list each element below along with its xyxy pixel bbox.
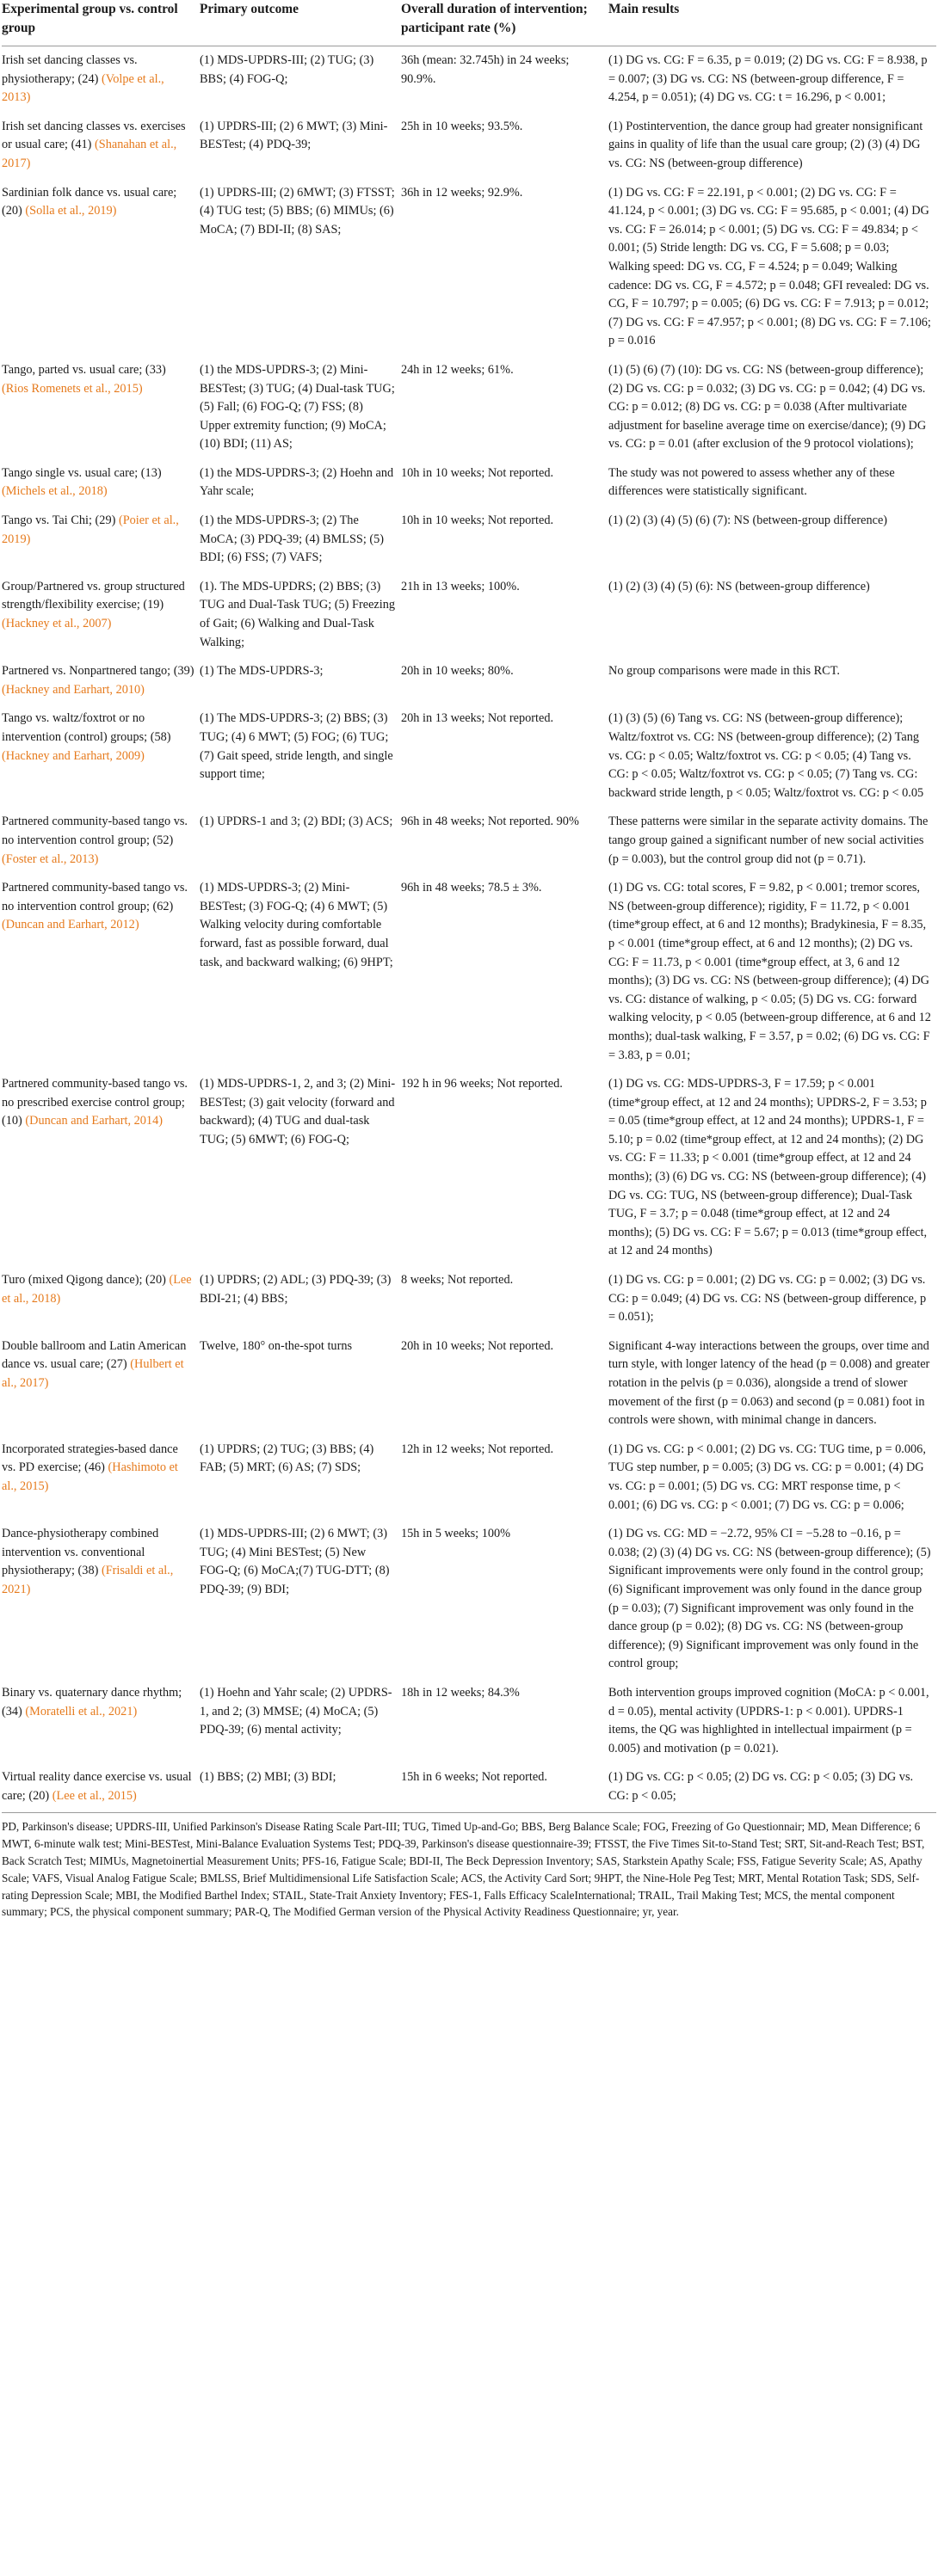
cell-group [2,46,200,113]
cell-results: The study was not powered to assess whether any of these differences were statistically significant. [608,465,895,499]
cell-group [2,113,200,179]
table-row [2,113,936,179]
group-text: Turo (mixed Qigong dance); (20) [2,1273,170,1288]
table-row [2,808,936,874]
cell-outcome: (1) UPDRS; (2) TUG; (3) BBS; (4) FAB; (5) MRT; (6) AS; (7) SDS; [200,1442,374,1475]
table-row [2,657,936,704]
cell-results: (1) DG vs. CG: p < 0.001; (2) DG vs. CG: TUG time, p = 0.006, TUG step number, p = 0.005; (3) DG vs. CG: p = 0.001; (4) DG vs. CG: p = 0.001; (5) DG vs. CG: MRT response time, p < 0.001; (6) DG vs. CG: p < 0.001; (7) DG vs. CG: p = 0.006; [608,1442,926,1512]
citation-link[interactable]: (Moratelli et al., 2021) [25,1704,138,1718]
cell-outcome: (1) MDS-UPDRS-III; (2) 6 MWT; (3) TUG; (4) Mini BESTest; (5) New FOG-Q; (6) MoCA;(7) TUG-DTT; (8) PDQ-39; (9) BDI; [200,1527,390,1596]
table-row [2,1763,936,1811]
cell-results: (1) DG vs. CG: p = 0.001; (2) DG vs. CG: p = 0.002; (3) DG vs. CG: p = 0.049; (4) DG vs. CG: NS (between-group difference, p = 0.051); [608,1273,927,1325]
cell-duration: 10h in 10 weeks; Not reported. [401,465,554,480]
cell-results: (1) DG vs. CG: MD = −2.72, 95% CI = −5.28 to −0.16, p = 0.038; (2) (3) (4) DG vs. CG: NS (between-group difference); (5) Significant improvements were only found in the control group; (6) Significant improvement was only found in the dance group (p = 0.03); (7) Significant improvement was only found in the dance group (p = 0.02); (8) DG vs. CG: NS (between-group difference); (9) Significant improvement was only found in the control group; [608,1527,931,1671]
header-group: Experimental group vs. control group [2,0,200,46]
cell-outcome: (1) MDS-UPDRS-III; (2) TUG; (3) BBS; (4) FOG-Q; [200,53,374,86]
cell-duration: 24h in 12 weeks; 61%. [401,362,514,377]
header-duration: Overall duration of intervention; participant rate (%) [401,0,608,46]
table-row [2,459,936,507]
cell-outcome: (1) UPDRS-III; (2) 6 MWT; (3) Mini-BESTest; (4) PDQ-39; [200,119,388,152]
cell-outcome: (1) The MDS-UPDRS-3; [200,664,324,679]
cell-group [2,573,200,657]
citation-link[interactable]: (Poier et al., 2019) [2,513,179,546]
group-text: Virtual reality dance exercise vs. usual care; (20) [2,1770,192,1803]
cell-duration: 20h in 10 weeks; Not reported. [401,1338,554,1353]
header-row [2,0,936,46]
group-text: Partnered community-based tango vs. no intervention control group; (62) [2,881,188,913]
citation-link[interactable]: (Rios Romenets et al., 2015) [2,381,143,396]
citation-link[interactable]: (Shanahan et al., 2017) [2,138,177,170]
cell-results: (1) (2) (3) (4) (5) (6): NS (between-group difference) [608,579,870,593]
cell-results: (1) DG vs. CG: F = 6.35, p = 0.019; (2) DG vs. CG: F = 8.938, p = 0.007; (3) DG vs. CG: NS (between-group difference, F = 4.254, p = 0.051); (4) DG vs. CG: t = 16.296, p < 0.001; [608,53,928,105]
table-row [2,1520,936,1679]
group-text: Binary vs. quaternary dance rhythm; (34) [2,1685,182,1718]
group-text: Double ballroom and Latin American dance vs. usual care; (27) [2,1338,187,1372]
cell-outcome: (1) UPDRS; (2) ADL; (3) PDQ-39; (3) BDI-21; (4) BBS; [200,1273,392,1306]
cell-outcome: (1) UPDRS-III; (2) 6MWT; (3) FTSST; (4) TUG test; (5) BBS; (6) MIMUs; (6) MoCA; (7) BDI-II; (8) SAS; [200,185,395,237]
cell-group [2,657,200,704]
cell-group [2,1266,200,1332]
cell-outcome: (1) the MDS-UPDRS-3; (2) The MoCA; (3) PDQ-39; (4) BMLSS; (5) BDI; (6) FSS; (7) VAFS; [200,513,385,565]
cell-results: (1) (3) (5) (6) Tang vs. CG: NS (between-group difference); Waltz/foxtrot vs. CG: NS (between-group difference); (2) Tang vs. CG: p < 0.05; Waltz/foxtrot vs. CG: p < 0.05; (4) Tang vs. CG: p < 0.05; Waltz/foxtrot vs. CG: p < 0.05; (7) Tang vs. CG: backward stride length, p < 0.05; Waltz/foxtrot vs. CG: p < 0.05 [608,711,924,800]
citation-link[interactable]: (Hackney et al., 2007) [2,617,112,631]
table-header [2,0,936,46]
cell-group [2,179,200,356]
cell-group [2,507,200,573]
citation-link[interactable]: (Foster et al., 2013) [2,851,99,866]
cell-group [2,1070,200,1266]
citation-link[interactable]: (Lee et al., 2015) [52,1788,137,1803]
cell-results: (1) DG vs. CG: p < 0.05; (2) DG vs. CG: p < 0.05; (3) DG vs. CG: p < 0.05; [608,1770,914,1803]
cell-duration: 18h in 12 weeks; 84.3% [401,1685,520,1700]
cell-group [2,1520,200,1679]
citation-link[interactable]: (Duncan and Earhart, 2012) [2,918,139,932]
cell-group [2,704,200,808]
citation-link[interactable]: (Volpe et al., 2013) [2,71,164,105]
cell-duration: 8 weeks; Not reported. [401,1273,514,1288]
group-text: Tango, parted vs. usual care; (33) [2,362,166,377]
table-row [2,507,936,573]
group-text: Partnered community-based tango vs. no intervention control group; (52) [2,815,188,847]
group-text: Sardinian folk dance vs. usual care; (20) [2,185,177,218]
cell-group [2,1763,200,1811]
cell-outcome: Twelve, 180° on-the-spot turns [200,1338,353,1353]
table-row [2,874,936,1070]
cell-outcome: (1) the MDS-UPDRS-3; (2) Mini-BESTest; (3) TUG; (4) Dual-task TUG; (5) Fall; (6) FOG-Q; (7) FSS; (8) Upper extremity function; (9) MoCA; (10) BDI; (11) AS; [200,362,395,452]
cell-results: (1) Postintervention, the dance group had greater nonsignificant gains in quality of life than the usual care group; (2) (3) (4) DG vs. CG: NS (between-group difference) [608,119,923,170]
table-body [2,46,936,1811]
cell-results: Significant 4-way interactions between the groups, over time and turn style, with longer latency of the head (p = 0.008) and greater rotation in the pelvis (p = 0.036), alongside a trend of slower movement of the first (p = 0.063) and second (p = 0.081) foot in controls were shown, with minimal change in dancers. [608,1338,930,1428]
cell-outcome: (1) BBS; (2) MBI; (3) BDI; [200,1770,336,1785]
cell-results: (1) DG vs. CG: MDS-UPDRS-3, F = 17.59; p < 0.001 (time*group effect, at 12 and 24 months); UPDRS-2, F = 3.53; p = 0.05 (time*group effect, at 12 and 24 months); UPDRS-1, F = 5.10; p = 0.02 (time*group effect, at 12 and 24 months); (2) DG vs. CG: F = 11.33; p < 0.001 (time*group effect, at 12 and 24 months); (3) (6) DG vs. CG: NS (between-group difference); (4) DG vs. CG: TUG, NS (between-group difference); Dual-Task TUG, F = 3.7; p = 0.048 (time*group effect, at 12 and 24 months); (5) DG vs. CG: F = 5.67; p = 0.013 (time*group effect, at 12 and 24 months) [608,1077,928,1258]
cell-results: (1) (5) (6) (7) (10): DG vs. CG: NS (between-group difference); (2) DG vs. CG: p = 0.032; (3) DG vs. CG: p = 0.042; (4) DG vs. CG: p = 0.012; (8) DG vs. CG: p = 0.038 (After multivariate adjustment for baseline average time on exercise/dance); (9) DG vs. CG: p = 0.01 (after exclusion of the 9 protocol violations); [608,362,927,452]
cell-duration: 12h in 12 weeks; Not reported. [401,1442,554,1456]
cell-results: (1) DG vs. CG: F = 22.191, p < 0.001; (2) DG vs. CG: F = 41.124, p < 0.001; (3) DG vs. CG: F = 95.685, p < 0.001; (4) DG vs. CG: F = 26.014; p < 0.001; (5) DG vs. CG: F = 49.834; p < 0.001; (5) Stride length: DG vs. CG, F = 5.608; p = 0.03; Walking speed: DG vs. CG, F = 4.524; p = 0.049; Walking cadence: DG vs. CG, F = 4.572; p = 0.048; GFI revealed: DG vs. CG, F = 10.797; p = 0.005; (6) DG vs. CG: F = 7.913; p = 0.012; (7) DG vs. CG: F = 47.957; p < 0.001; (8) DG vs. CG: F = 7.106; p = 0.016 [608,185,931,348]
cell-duration: 36h (mean: 32.745h) in 24 weeks; 90.9%. [401,53,570,86]
cell-outcome: (1) Hoehn and Yahr scale; (2) UPDRS-1, and 2; (3) MMSE; (4) MoCA; (5) PDQ-39; (6) mental activity; [200,1685,392,1737]
group-text: Partnered community-based tango vs. no prescribed exercise control group; (10) [2,1077,188,1128]
cell-group [2,356,200,459]
cell-group [2,1332,200,1436]
group-text: Group/Partnered vs. group structured strength/flexibility exercise; (19) [2,579,185,612]
cell-duration: 192 h in 96 weeks; Not reported. [401,1077,563,1091]
cell-duration: 20h in 13 weeks; Not reported. [401,711,554,726]
group-text: Partnered vs. Nonpartnered tango; (39) [2,664,194,679]
citation-link[interactable]: (Hackney and Earhart, 2010) [2,682,145,697]
table-footnote: PD, Parkinson's disease; UPDRS-III, Unified Parkinson's Disease Rating Scale Part-III; TUG, Timed Up-and-Go; BBS, Berg Balance Scale; FOG, Freezing of Go Questionnair; MD, Mean Difference; 6 MWT, 6-minute walk test; Mini-BESTest, Mini-Balance Evaluation Systems Test; PDQ-39, Parkinson's disease questionnaire-39; FTSST, the Five Times Sit-to-Stand Test; SRT, Sit-and-Reach Test; BST, Back Scratch Test; MIMUs, Magnetoinertial Measurement Units; PFS-16, Fatigue Scale; BDI-II, The Beck Depression Inventory; SAS, Starkstein Apathy Scale; FSS, Fatigue Severity Scale; AS, Apathy Scale; VAFS, Visual Analog Fatigue Scale; BMLSS, Brief Multidimensional Life Satisfaction Scale; ACS, the Activity Card Sort; 9HPT, the Nine-Hole Peg Test; MRT, Mental Rotation Task; SDS, Self-rating Depression Scale; MBI, the Modified Barthel Index; STAIL, State-Trait Anxiety Inventory; FES-1, Falls Efficacy ScaleInternational; TRAIL, Trail Making Test; MCS, the mental component summary; PCS, the physical component summary; PAR-Q, The Modified German version of the Physical Activity Readiness Questionnaire; yr, year. [2,1812,936,1921]
cell-results: Both intervention groups improved cognition (MoCA: p < 0.001, d = 0.05), mental activity (UPDRS-1: p < 0.001). UPDRS-1 items, the QG was highlighted in intellectual impairment (p = 0.005) and motivation (p = 0.021). [608,1685,929,1755]
header-outcome: Primary outcome [200,0,401,46]
cell-duration: 21h in 13 weeks; 100%. [401,579,520,593]
cell-group [2,1436,200,1520]
citation-link[interactable]: (Hashimoto et al., 2015) [2,1460,178,1493]
table-row [2,1679,936,1763]
group-text: Incorporated strategies-based dance vs. PD exercise; (46) [2,1442,178,1475]
cell-results: (1) DG vs. CG: total scores, F = 9.82, p < 0.001; tremor scores, NS (between-group difference); rigidity, F = 11.72, p < 0.001 (time*group effect, at 6 and 12 months); Bradykinesia, F = 8.35, p < 0.001 (time*group effect, at 6 and 12 months); (2) DG vs. CG: F = 11.73, p < 0.001 (time*group effect, at 3, 6 and 12 months); (3) DG vs. CG: NS (between-group difference); (4) DG vs. CG: distance of walking, p < 0.05; (5) DG vs. CG: forward walking velocity, p < 0.05 (between-group difference, at 6 and 12 months); dual-task walking, F = 3.57, p = 0.02; (6) DG vs. CG: F = 3.83, p = 0.01; [608,881,931,1062]
table-row [2,356,936,459]
citation-link[interactable]: (Duncan and Earhart, 2014) [25,1114,163,1128]
cell-outcome: (1) MDS-UPDRS-1, 2, and 3; (2) Mini-BESTest; (3) gait velocity (forward and backward); (4) TUG and dual-task TUG; (5) 6MWT; (6) FOG-Q; [200,1077,396,1147]
header-results: Main results [608,0,936,46]
group-text: Tango single vs. usual care; (13) [2,465,162,480]
table-row [2,46,936,113]
table-row [2,1070,936,1266]
group-text: Irish set dancing classes vs. exercises or usual care; (41) [2,119,186,152]
cell-results: (1) (2) (3) (4) (5) (6) (7): NS (between-group difference) [608,513,888,528]
studies-table [2,0,936,1811]
cell-duration: 96h in 48 weeks; Not reported. 90% [401,815,579,829]
group-text: Irish set dancing classes vs. physiotherapy; (24) [2,53,138,86]
table-row [2,1332,936,1436]
cell-outcome: (1) MDS-UPDRS-3; (2) Mini-BESTest; (3) FOG-Q; (4) 6 MWT; (5) Walking velocity during comfortable forward, fast as possible forward, dual task, and backward walking; (6) 9HPT; [200,881,393,969]
cell-group [2,808,200,874]
cell-outcome: (1) the MDS-UPDRS-3; (2) Hoehn and Yahr scale; [200,465,394,499]
table-row [2,704,936,808]
group-text: Dance-physiotherapy combined intervention vs. conventional physiotherapy; (38) [2,1527,159,1578]
citation-link[interactable]: (Michels et al., 2018) [2,484,108,499]
cell-duration: 15h in 6 weeks; Not reported. [401,1770,547,1785]
cell-duration: 36h in 12 weeks; 92.9%. [401,185,523,200]
cell-outcome: (1) The MDS-UPDRS-3; (2) BBS; (3) TUG; (4) 6 MWT; (5) FOG; (6) TUG; (7) Gait speed, stride length, and single support time; [200,711,393,782]
table-row [2,573,936,657]
cell-duration: 25h in 10 weeks; 93.5%. [401,119,523,133]
cell-duration: 96h in 48 weeks; 78.5 ± 3%. [401,881,542,895]
cell-results: These patterns were similar in the separate activity domains. The tango group gained a significant number of new social activities (p = 0.003), but the control group did not (p = 0.71). [608,815,929,866]
group-text: Tango vs. waltz/foxtrot or no intervention (control) groups; (58) [2,711,171,744]
cell-duration: 15h in 5 weeks; 100% [401,1527,511,1541]
citation-link[interactable]: (Frisaldi et al., 2021) [2,1564,174,1596]
citation-link[interactable]: (Solla et al., 2019) [25,204,117,218]
table-row [2,1436,936,1520]
cell-outcome: (1) UPDRS-1 and 3; (2) BDI; (3) ACS; [200,815,393,829]
cell-group [2,1679,200,1763]
table-row [2,179,936,356]
table-row [2,1266,936,1332]
citation-link[interactable]: (Lee et al., 2018) [2,1273,192,1306]
cell-outcome: (1). The MDS-UPDRS; (2) BBS; (3) TUG and Dual-Task TUG; (5) Freezing of Gait; (6) Walking and Dual-Task Walking; [200,579,396,649]
group-text: Tango vs. Tai Chi; (29) [2,513,119,528]
cell-results: No group comparisons were made in this RCT. [608,664,840,679]
cell-group [2,874,200,1070]
cell-duration: 20h in 10 weeks; 80%. [401,664,514,679]
cell-duration: 10h in 10 weeks; Not reported. [401,513,554,528]
citation-link[interactable]: (Hulbert et al., 2017) [2,1357,184,1390]
citation-link[interactable]: (Hackney and Earhart, 2009) [2,748,145,763]
cell-group [2,459,200,507]
